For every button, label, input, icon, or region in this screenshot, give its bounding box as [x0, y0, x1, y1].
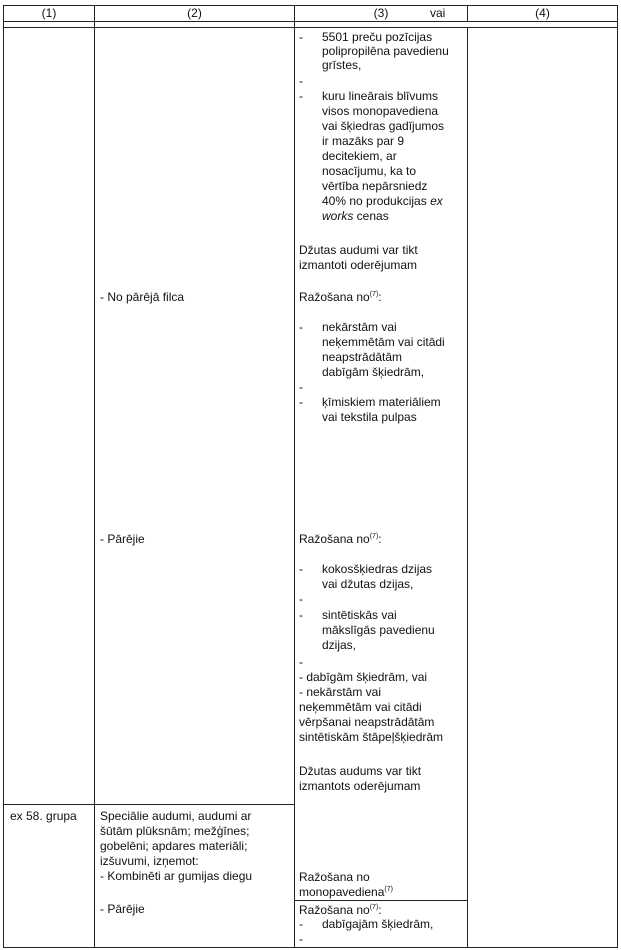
list-item-line: neapstrādātām [322, 350, 403, 364]
note-line: izmantots oderējumam [299, 779, 421, 793]
list-item-line: vai džutas dzijas, [322, 577, 414, 591]
list-item-line: vai šķiedras gadījumos [322, 119, 445, 133]
list-dash: - [299, 380, 303, 394]
col2-col3-divider [294, 5, 295, 948]
list-item-line: - nekārstām vai [299, 685, 382, 699]
row-58-desc-line: - Kombinēti ar gumijas diegu [100, 869, 253, 883]
col1-col2-divider [94, 5, 95, 948]
list-dash: - [299, 655, 303, 669]
list-item-line: vērpšanai neapstrādātām [299, 715, 435, 729]
list-dash: - [299, 30, 303, 44]
list-item-line: dabīgām šķiedrām, [322, 365, 425, 379]
row-label-parejie: - Pārējie [100, 532, 145, 546]
row-58-desc-line: Speciālie audumi, audumi ar [100, 809, 252, 823]
list-item-line: nosacījumu, ka to [322, 164, 417, 178]
production-lead: Ražošana no [299, 870, 370, 884]
header-col1: (1) [41, 6, 57, 20]
list-dash: - [299, 592, 303, 606]
list-item-line: 40% no produkcijas ex [322, 194, 443, 208]
header-bottom-border [3, 21, 618, 22]
row-label-filca: - No pārējā filca [100, 290, 185, 304]
list-dash: - [299, 74, 303, 88]
table-bottom-border [3, 947, 618, 948]
row-58-desc-line: šūtām plūksnām; mežģīnes; [100, 824, 250, 838]
row-label-parejie-2: - Pārējie [100, 902, 145, 916]
list-item-line: grīstes, [322, 58, 362, 72]
header-col3: (3) [373, 6, 389, 20]
list-item-line: mākslīgās pavedienu [322, 623, 435, 637]
production-lead: Ražošana $no^{(7)}$: [299, 532, 382, 546]
list-dash: - [299, 562, 303, 576]
list-dash: - [299, 320, 303, 334]
list-item-line: kokosšķiedras dzijas [322, 562, 433, 576]
list-item-line: neķemmētām vai citādi [322, 335, 445, 349]
list-item-line: kuru lineārais blīvums [322, 89, 439, 103]
note-line: Džutas audums var tikt [299, 764, 422, 778]
list-item-line: sintētiskām štāpeļšķiedrām [299, 730, 444, 744]
list-item-line: visos monopavediena [322, 104, 439, 118]
row-58-desc-line: izšuvumi, izņemot: [100, 854, 199, 868]
note-line: izmantoti oderējumam [299, 258, 418, 272]
row-monopavediena-bottom-border [294, 900, 468, 901]
list-item-line: vērtība nepārsniedz [322, 179, 428, 193]
header-col2: (2) [187, 6, 202, 20]
list-item-line: dzijas, [322, 638, 357, 652]
list-dash: - [299, 917, 303, 931]
list-item-line: sintētiskās vai [322, 608, 397, 622]
production-lead: Ražošana $no^{(7)}$: [299, 290, 382, 304]
list-dash: - [299, 608, 303, 622]
row-58-code: ex 58. grupa [10, 809, 77, 823]
list-item-line: vai tekstila pulpas [322, 410, 417, 424]
production-lead: Ražošana $no^{(7)}$: [299, 903, 382, 917]
list-item-line: nekārstām vai [322, 320, 397, 334]
list-item-line: dabīgajām šķiedrām, [322, 917, 434, 931]
list-item-line: works cenas [322, 209, 389, 223]
col3-col4-divider [467, 27, 468, 948]
list-dash: - [299, 89, 303, 103]
col-left-border [3, 5, 4, 948]
col-right-border [617, 5, 618, 948]
header-col4: (4) [535, 6, 550, 20]
list-item-line: neķemmētām vai citādi [299, 700, 422, 714]
list-dash: - [299, 395, 303, 409]
list-item-line: - dabīgām šķiedrām, vai [299, 670, 428, 684]
row-58-desc-line: gobelēni; apdares materiāli; [100, 839, 248, 853]
header-col3-vai: vai [430, 6, 446, 20]
list-item-line: ķīmiskiem materiāliem [322, 395, 441, 409]
header-bottom-border-2 [3, 27, 618, 28]
list-item-line: polipropilēna pavedienu [322, 44, 449, 58]
list-item-line: ir mazāks par 9 [322, 134, 405, 148]
production-lead-line2: monopavediena$^{(7)}$ [299, 885, 393, 899]
list-item-line: decitekiem, ar [322, 149, 397, 163]
note-line: Džutas audumi var tikt [299, 243, 418, 257]
row-58-top-border [3, 804, 295, 805]
list-item-line: 5501 preču pozīcijas [322, 30, 433, 44]
list-dash: - [299, 932, 303, 946]
